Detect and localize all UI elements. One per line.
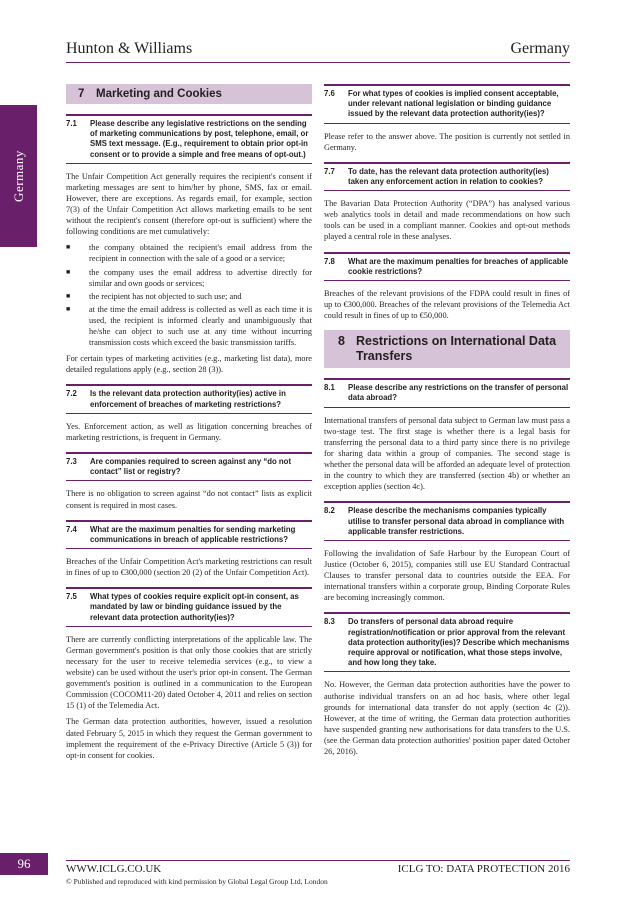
question-text: Please describe any restrictions on the transfer of personal data abroad? — [348, 383, 569, 403]
answer-8-1 — [324, 415, 570, 493]
question-text: Is the relevant data protection authority(ies) active in enforcement of breaches of marketing restrictions? — [90, 389, 286, 409]
question-number: 7.8 — [324, 256, 335, 266]
answer-paragraph: The German data protection authorities, however, issued a resolution dated February 5, 2015 in which they request the German government to implement the requirement of the e-Privacy Directive (Article 5 (3)) for opt-in consent for cookies. — [66, 717, 312, 760]
list-item-text: the company obtained the recipient's email address from the recipient in connection with the sale of a good or a service; — [89, 243, 312, 264]
bullet-icon: ■ — [66, 267, 71, 276]
section-number: 7 — [78, 88, 85, 100]
section-title: Restrictions on International Data Transfers — [356, 334, 557, 364]
right-column — [324, 84, 570, 766]
footer-website-link[interactable]: WWW.ICLG.CO.UK — [66, 863, 162, 875]
question-number: 7.1 — [66, 119, 77, 128]
answer-7-7 — [324, 198, 570, 242]
bullet-icon: ■ — [66, 243, 71, 252]
question-text: Are companies required to screen against any “do not contact” list or registry? — [90, 457, 292, 477]
answer-paragraph: Yes. Enforcement action, as well as litigation concerning breaches of marketing restrictions, is frequent in Germany. — [66, 421, 312, 442]
answer-paragraph: There is no obligation to screen against “do not contact” lists as explicit consent is required in most cases. — [66, 489, 312, 510]
answer-paragraph: Please refer to the answer above. The position is currently not settled in Germany. — [324, 131, 570, 152]
answer-paragraph: The Bavarian Data Protection Authority (“DPA”) has analysed various web analytics tools in detail and made recommendations on how such tools can be used in a compliant manner. Cookies and opt-out methods played a central role in these analyses. — [324, 199, 570, 242]
answer-paragraph: There are currently conflicting interpretations of the applicable law. The German government's position is that only those cookies that are strictly necessary for the user to receive telemedia services (e.g., to view a website) can be used without the user's prior opt-in consent. The German government's position is outlined in a communication to the European Commission (COCOM11-20) dated October 4, 2011 and relies on section 15 (1) of the Telemedia Act. — [66, 634, 312, 711]
question-number: 7.6 — [324, 89, 335, 98]
section-number: 8 — [338, 334, 345, 349]
list-item — [66, 267, 312, 289]
footer-copyright: © Published and reproduced with kind permission by Global Legal Group Ltd, London — [66, 877, 328, 886]
answer-7-1 — [66, 171, 312, 376]
side-tab-label: Germany — [10, 150, 26, 202]
list-item — [66, 304, 312, 348]
running-header-country: Germany — [510, 40, 570, 57]
footer-rule — [66, 860, 570, 861]
answer-paragraph: The Unfair Competition Act generally requires the recipient's consent if marketing messages are sent to him/her by phone, SMS, fax or email. However, there are exceptions. As regards email, for example, section 7(3) of the Unfair Competition Act allows marketing emails to be sent without the recipient's consent (therefore opt-out is sufficient) where the following conditions are met cumulatively: — [66, 171, 312, 237]
section-title: Marketing and Cookies — [96, 88, 222, 100]
question-8-1 — [324, 378, 570, 407]
question-number: 8.3 — [324, 617, 335, 627]
bullet-icon: ■ — [66, 304, 71, 313]
question-text: What types of cookies require explicit opt-in consent, as mandated by law or binding guidance issued by the relevant data protection authority(ies)? — [90, 592, 299, 622]
question-number: 7.3 — [66, 457, 77, 466]
answer-paragraph: Following the invalidation of Safe Harbour by the European Court of Justice (October 6, 2015), companies still use EU Standard Contractual Clauses to transfer personal data to countries outside the EEA. For international transfers within a corporate group, Binding Corporate Rules are becoming increasingly common. — [324, 548, 570, 603]
running-header-firm: Hunton & Williams — [66, 40, 193, 57]
question-7-7 — [324, 162, 570, 191]
question-7-4 — [66, 520, 312, 549]
question-number: 8.1 — [324, 383, 335, 393]
answer-8-3 — [324, 679, 570, 757]
list-item — [66, 242, 312, 264]
question-text: What are the maximum penalties for sending marketing communications in breach of applicable restrictions? — [90, 524, 296, 544]
answer-7-3 — [66, 488, 312, 510]
question-number: 8.2 — [324, 506, 335, 516]
answer-paragraph: International transfers of personal data subject to German law must pass a two-stage test. The first stage is whether there is a legal basis for transferring the personal data to a third party since there is no privilege for sharing data within a group of companies. The second stage is whether the personal data will be afforded an adequate level of protection in the country to which they are transferred (section 4b) or whether an exception applies (section 4c). — [324, 415, 570, 492]
question-text: Please describe the mechanisms companies typically utilise to transfer personal data abroad in compliance with applicable transfer restrictions. — [348, 506, 565, 536]
question-7-8 — [324, 252, 570, 281]
answer-7-2 — [66, 421, 312, 443]
footer-publication-title: ICLG TO: DATA PROTECTION 2016 — [397, 863, 570, 875]
header-rule — [66, 62, 570, 63]
question-7-2 — [66, 384, 312, 413]
answer-paragraph: Breaches of the relevant provisions of the FDPA could result in fines of up to €300,000. Breaches of the relevant provisions of the Telemedia Act could result in fines of up to €50,000. — [324, 288, 570, 321]
question-text: Please describe any legislative restrictions on the sending of marketing communications by post, telephone, email, or SMS text message. (E.g., requirement to obtain prior opt-in consent or to provide a simple and free means of opt-out.) — [90, 119, 309, 159]
bullet-icon: ■ — [66, 291, 71, 300]
answer-paragraph: For certain types of marketing activities (e.g., marketing list data), more detailed regulations apply (e.g., section 28 (3)). — [66, 354, 312, 375]
page-number: 96 — [0, 853, 48, 875]
conditions-list — [66, 242, 312, 348]
list-item-text: at the time the email address is collected as well as each time it is used, the recipient is informed clearly and unambiguously that he/she can object to such use at any time without incurring transmission costs which exceed the basic transmission tariffs. — [89, 304, 312, 348]
answer-7-8 — [324, 288, 570, 321]
left-column — [66, 84, 312, 770]
question-text: What are the maximum penalties for breaches of applicable cookie restrictions? — [348, 256, 569, 276]
question-7-5 — [66, 587, 312, 627]
question-text: Do transfers of personal data abroad require registration/notification or prior approval from the relevant data protection authority(ies)? Describe which mechanisms require approval or notification, what those steps involve, and how long they take. — [348, 617, 570, 668]
section-heading-7 — [66, 84, 312, 104]
question-7-1 — [66, 114, 312, 164]
question-number: 7.5 — [66, 592, 77, 602]
list-item-text: the company uses the email address to advertise directly for similar and own goods or services; — [89, 267, 312, 288]
answer-8-2 — [324, 548, 570, 603]
question-number: 7.7 — [324, 166, 335, 176]
question-number: 7.4 — [66, 524, 77, 534]
question-8-2 — [324, 501, 570, 541]
question-7-6 — [324, 84, 570, 124]
question-text: To date, has the relevant data protection authority(ies) taken any enforcement action in relation to cookies? — [348, 166, 549, 186]
list-item-text: the recipient has not objected to such use; and — [89, 291, 242, 301]
question-8-3 — [324, 612, 570, 672]
section-heading-8 — [324, 330, 570, 368]
country-side-tab — [0, 105, 37, 247]
answer-7-6 — [324, 131, 570, 153]
answer-paragraph: Breaches of the Unfair Competition Act's marketing restrictions can result in fines of up to €300,000 (section 20 (2) of the Unfair Competition Act). — [66, 557, 312, 578]
question-text: For what types of cookies is implied consent acceptable, under relevant national legislation or binding guidance issued by the relevant data protection authority(ies)? — [348, 89, 559, 119]
answer-7-5 — [66, 634, 312, 761]
question-7-3 — [66, 452, 312, 481]
question-number: 7.2 — [66, 389, 77, 399]
answer-paragraph: No. However, the German data protection authorities have the power to authorise individual transfers on an ad hoc basis, where other legal grounds for international data transfer do not apply (section 4c (2)). However, at the time of writing, the German data protection authorities have suspended granting new authorisations for data transfers to the U.S. (see the German data protection authorities' position paper dated October 26, 2016). — [324, 680, 570, 756]
list-item — [66, 291, 312, 302]
answer-7-4 — [66, 556, 312, 578]
